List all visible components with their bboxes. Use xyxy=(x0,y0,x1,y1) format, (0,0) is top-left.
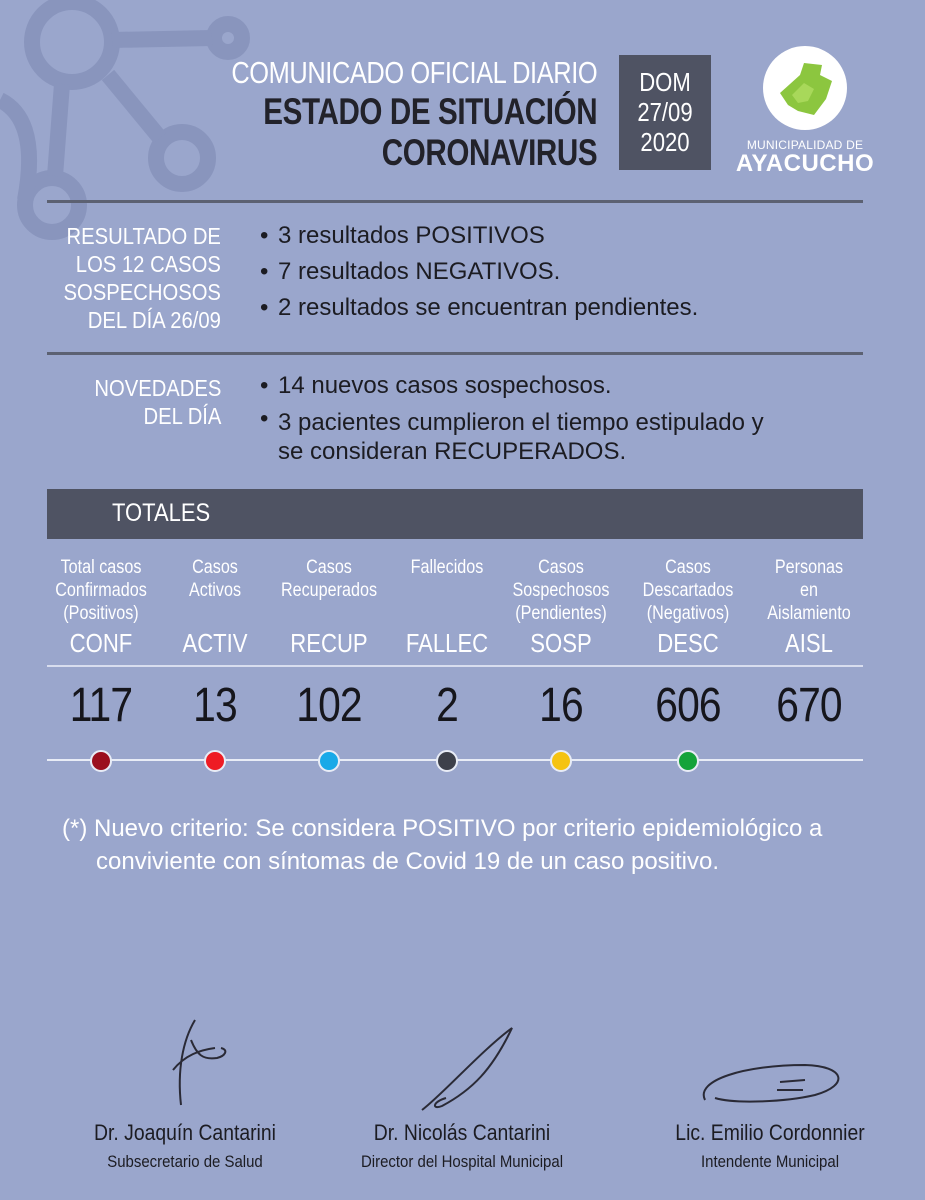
stat-value: 102 xyxy=(296,679,362,732)
stat-description-line: Casos xyxy=(192,557,238,578)
signature-name: Dr. Joaquín Cantarini xyxy=(94,1120,276,1145)
handwritten-signature-icon xyxy=(685,1010,855,1120)
stat-description xyxy=(628,556,748,626)
stat-color-dot xyxy=(204,750,226,772)
stat-description-line: Activos xyxy=(188,580,242,601)
divider xyxy=(47,352,863,355)
signature-block-1 xyxy=(55,1010,315,1172)
stat-description-line: Casos xyxy=(665,557,711,578)
stat-description xyxy=(501,556,621,626)
results-label-line: RESULTADO DE xyxy=(66,223,221,249)
stat-description-line: Casos xyxy=(306,557,352,578)
stat-column-sosp xyxy=(501,556,621,732)
stat-value: 670 xyxy=(776,679,842,732)
signature-name: Lic. Emilio Cordonnier xyxy=(675,1120,865,1145)
stat-column-fallec xyxy=(387,556,507,732)
municipal-logo xyxy=(730,45,880,180)
results-label-line: SOSPECHOSOS xyxy=(63,279,221,305)
criteria-note xyxy=(62,812,822,878)
signature-role: Intendente Municipal xyxy=(700,1152,840,1171)
news-list xyxy=(260,368,764,466)
handwritten-signature-icon xyxy=(125,1010,245,1120)
stat-abbreviation: RECUP xyxy=(290,628,368,658)
stats-divider xyxy=(47,665,863,667)
results-item: • 3 resultados POSITIVOS xyxy=(260,218,698,254)
stat-abbreviation: CONF xyxy=(69,628,133,658)
stat-description-line: Personas xyxy=(774,557,844,578)
stat-value: 117 xyxy=(69,679,133,732)
stat-description-line: en xyxy=(800,580,818,601)
stat-description xyxy=(269,556,389,626)
results-list xyxy=(260,218,698,326)
date-day: DOM xyxy=(639,67,691,97)
logo-emblem-icon xyxy=(760,45,850,131)
totales-bar xyxy=(47,489,863,539)
stat-description-line: Casos xyxy=(538,557,584,578)
note-line-2: conviviente con síntomas de Covid 19 de un caso positivo. xyxy=(96,848,720,875)
news-item: • 14 nuevos casos sospechosos. xyxy=(260,368,764,404)
divider xyxy=(47,200,863,203)
stat-description-line: Recuperados xyxy=(280,580,378,601)
stat-description-line: Fallecidos xyxy=(410,557,484,578)
signature-block-2 xyxy=(332,1010,592,1172)
news-label-line: NOVEDADES xyxy=(93,375,221,401)
totales-label: TOTALES xyxy=(112,499,211,527)
date-date: 27/09 xyxy=(637,97,693,127)
stat-column-aisl xyxy=(749,556,869,732)
stat-column-conf xyxy=(41,556,161,732)
stat-value: 606 xyxy=(655,679,721,732)
signature-role: Subsecretario de Salud xyxy=(107,1152,263,1171)
stat-color-dot xyxy=(677,750,699,772)
news-item-continuation: se consideran RECUPERADOS. xyxy=(278,438,627,465)
stats-panel xyxy=(47,556,863,786)
header-line-2: ESTADO DE SITUACIÓN xyxy=(263,91,597,132)
stat-description xyxy=(749,556,869,626)
news-item: • 3 pacientes cumplieron el tiempo estipulado y xyxy=(260,404,764,438)
stat-description-line: Sospechosos xyxy=(512,580,610,601)
stat-column-desc xyxy=(628,556,748,732)
header-line-3: CORONAVIRUS xyxy=(381,132,597,173)
stat-abbreviation: FALLEC xyxy=(405,628,489,658)
stat-color-dot xyxy=(90,750,112,772)
results-item: • 2 resultados se encuentran pendientes. xyxy=(260,290,698,326)
stat-column-recup xyxy=(269,556,389,732)
stat-description xyxy=(387,556,507,626)
results-label xyxy=(42,222,221,334)
stat-description-line: Total casos xyxy=(60,557,142,578)
results-label-line: DEL DÍA 26/09 xyxy=(87,307,221,333)
news-label-line: DEL DÍA xyxy=(143,403,221,429)
stat-color-dot xyxy=(436,750,458,772)
handwritten-signature-icon xyxy=(402,1010,522,1120)
header-line-1: COMUNICADO OFICIAL DIARIO xyxy=(231,55,597,90)
logo-line-2: AYACUCHO xyxy=(735,150,875,177)
stat-abbreviation: SOSP xyxy=(530,628,592,658)
stat-abbreviation: DESC xyxy=(657,628,719,658)
news-label xyxy=(77,374,221,430)
stat-description-line: (Negativos) xyxy=(646,603,730,624)
stat-value: 13 xyxy=(193,679,237,732)
header-title xyxy=(151,55,597,173)
signature-role: Director del Hospital Municipal xyxy=(360,1152,564,1171)
stat-abbreviation: AISL xyxy=(785,628,833,658)
signature-name: Dr. Nicolás Cantarini xyxy=(373,1120,551,1145)
stat-abbreviation: ACTIV xyxy=(182,628,248,658)
date-badge xyxy=(619,55,711,170)
stat-description xyxy=(41,556,161,626)
stat-description xyxy=(155,556,275,626)
logo-line-1: MUNICIPALIDAD DE xyxy=(746,138,864,152)
stat-column-activ xyxy=(155,556,275,732)
date-year: 2020 xyxy=(640,127,690,157)
stat-color-dot xyxy=(550,750,572,772)
stat-description-line: Descartados xyxy=(642,580,734,601)
signature-block-3 xyxy=(640,1010,900,1172)
stat-value: 2 xyxy=(436,679,458,732)
stat-value: 16 xyxy=(539,679,583,732)
stat-description-line: (Pendientes) xyxy=(515,603,607,624)
results-label-line: LOS 12 CASOS xyxy=(75,251,222,277)
note-line-1: (*) Nuevo criterio: Se considera POSITIVO por criterio epidemiológico a xyxy=(62,815,823,842)
stat-color-dot xyxy=(318,750,340,772)
stat-description-line: (Positivos) xyxy=(63,603,139,624)
results-item: • 7 resultados NEGATIVOS. xyxy=(260,254,698,290)
stat-description-line: Aislamiento xyxy=(767,603,851,624)
stat-description-line: Confirmados xyxy=(55,580,147,601)
